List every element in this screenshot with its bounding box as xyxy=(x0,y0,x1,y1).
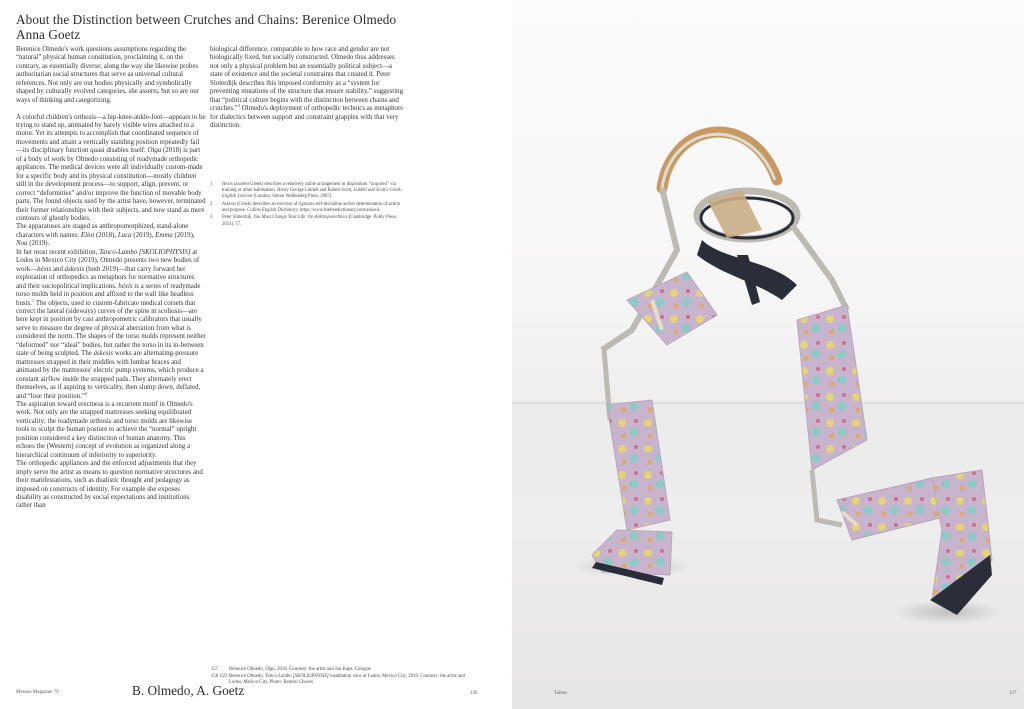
article-title xyxy=(16,12,476,42)
paragraph: The aspiration toward erectness is a recurrent motif in Olmedo's work. Not only are the strapped mattresses seeking equilibrated verticality; the readymade orthosis and torso molds are likewise tools to sculpt the human posture to achieve the “normal” upright position considered a key distinction of human anatomy. This echoes the (Western) concept of evolution as organized along a hierarchical continuum of inferiority to superiority. xyxy=(16,400,197,459)
paragraph: The apparatuses are staged as anthropomorphized, stand-alone characters with names: Eliot (2018), Luca (2019), Emma (2019), Noa (2019). xyxy=(16,223,195,248)
section-label: Talbes xyxy=(554,691,567,696)
page-number-left: 136 xyxy=(470,691,478,696)
footnote: 1 Hexis (ancient Greek) describes a relatively stable arrangement or disposition “acquired” via training or other habituation. Henry George Liddell and Robert Scott, Liddell and Scott's Greek-English Lexicon (London: Simon Wallenberg Press, 2007). xyxy=(210,182,403,200)
paragraph: In her most recent exhibition, Tanco-Lambo [SKOLIOPHYSIS] at Lodos in Mexico City (2019), Olmedo presents two new bodies of work—héxis and áskesis (both 2019)—that carry forward her exploration of orthopedics as metaphors for normative structures and their sociopolitical implications. héxis is a series of readymade torso molds held in position and affixed to the wall like headless busts.$^1$ The objects, used to custom-fabricate medical corsets that correct the lateral (sideways) curves of the spine in scoliosis—are here kept in position by cast anthropometric calibrators that usually serve to measure the degree of physical aberration from what is considered the norm. The shapes of the torso molds represent neither “deformed” nor “ideal” bodies, but rather the torso in its in-between state of being sculpted. The áskesis works are alternating-pressure mattresses strapped in their middles with lumbar braces and animated by the mattresses' electric pump systems, which produce a constant airflow inside the strapped pads. They alternately erect themselves, as if aspiring to verticality, then slump down, deflated, and “lose their position.”$^2$ xyxy=(16,248,206,400)
paragraph: biological difference, comparable to how race and gender are not biologically fixed, but socially constructed. Olmedo thus addresses not only a physical problem but an essentially political subject—a state of existence and the societal constraints that created it. Peter Sloterdijk describes this imposed conformity as a “system for preventing mutations of the structure that ensure stability,” suggesting that “political culture begins with the distinction between chains and crutches.”$^3$ Olmedo's deployment of orthopedic technics as metaphors for dialectics between support and constraint grapples with that very distinction. xyxy=(210,46,404,130)
article-title-line: About the Distinction between Crutches and Chains: Berenice Olmedo xyxy=(16,12,397,27)
article-author: Anna Goetz xyxy=(16,27,81,42)
orthosis-photo xyxy=(512,0,1024,709)
paragraph: The orthopedic appliances and the enforced adjustments that they imply serve the artist as means to question normative structures and their manifestations, such as dualistic thought and pedagogy as imposed on constructs of identity. For example she exposes disability as constructed by social expectations and institutions rather than xyxy=(16,460,203,510)
caption: 158 159 Berenice Olmedo, Tanco-Lambo [SKOLIOPHYSIS] installation view at Lodos, Mexico City, 2019. Courtesy: the artist and Lodos, Mexico City. Photo: Ramiro Chaves xyxy=(211,673,465,685)
orthosis-sculpture-icon xyxy=(512,0,1024,709)
footnotes xyxy=(210,182,406,229)
paragraph: Berenice Olmedo's work questions assumptions regarding the “natural” physical human constitution, proclaiming it, on the contrary, as essentially diverse; along the way she likewise probes authoritarian social structures that serve as universal cultural references. Not only are our bodies physically and symbolically shaped by culturally evolved categories, she asserts, but so are our ways of thinking and categorizing. xyxy=(16,46,199,104)
paragraph: A colorful children's orthosis—a hip-knee-ankle-foot—appears to be trying to stand up, animated by barely visible wires attached to a motor. Yet its attempts to accomplish that coordinated sequence of movements and attain a vertically standing position repeatedly fail—its disciplinary function quasi disables itself. Olga (2018) is part of a body of work by Olmedo consisting of readymade orthopedic appliances. The medical devices were all individually custom-made for a specific body and its physical constitution—mostly children still in the development process—to support, align, prevent, or correct “deformities” and/or improve the function of movable body parts. The found objects used by the artist have, however, terminated their former relationships with their subjects, and now stand as mere contours of ghostly bodies. xyxy=(16,113,206,222)
text-column-1 xyxy=(16,46,206,511)
page-number-right: 137 xyxy=(1009,691,1017,696)
running-authors: B. Olmedo, A. Goetz xyxy=(132,683,245,698)
footnote: 3 Peter Sloterdijk, You Must Change Your Life: On Anthropotechnics (Cambridge: Polity Press, 2013), 57. xyxy=(210,215,398,227)
footnote: 2 Askesis (Greek) describes an exercise of rigorous self-discipline and/or determination of action and purpose. Collins English Dictionary, https://www.thefreedictionary.com/askesis. xyxy=(210,201,400,213)
text-column-2 xyxy=(210,46,404,139)
caption: 157 Berenice Olmedo, Olga, 2018. Courtesy: the artist and Jan Kaps, Cologne xyxy=(211,667,372,672)
magazine-name: Mousse Magazine 70 xyxy=(16,690,59,695)
right-page-photo xyxy=(512,0,1024,709)
image-captions xyxy=(211,667,471,687)
